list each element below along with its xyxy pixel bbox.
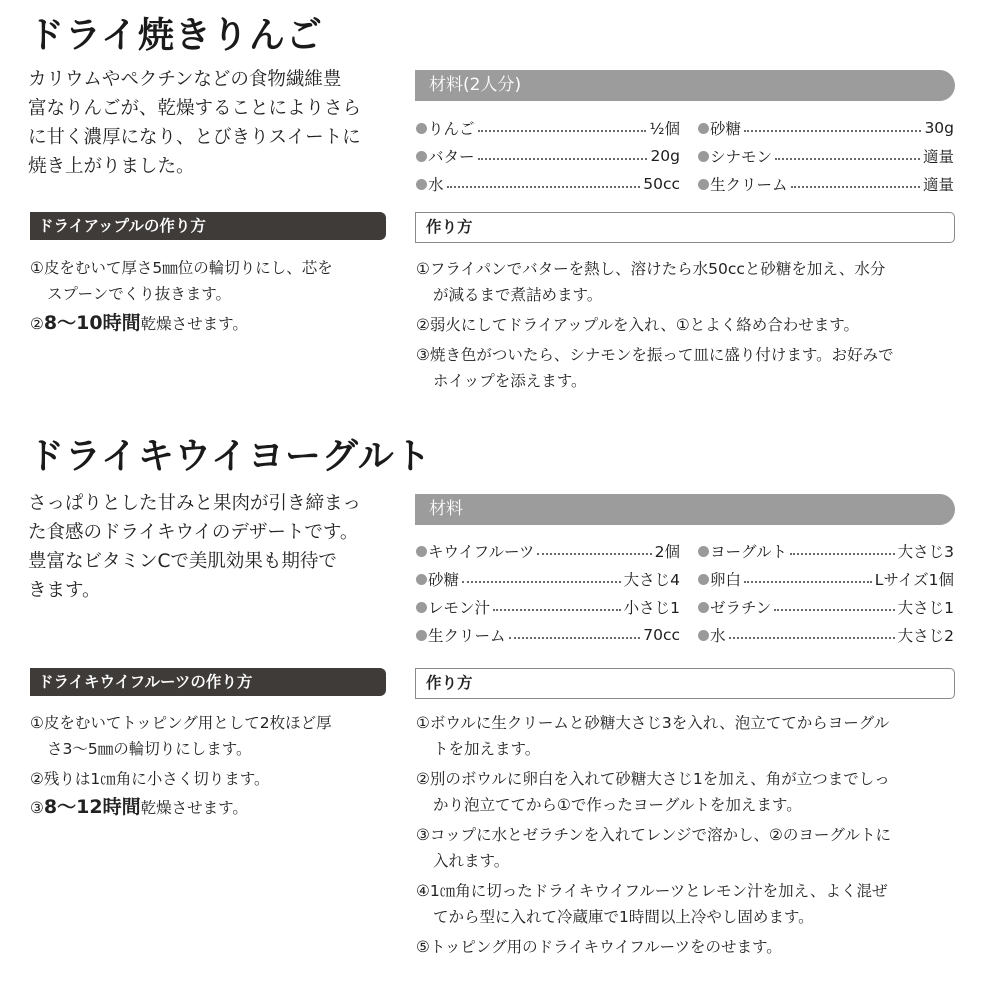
bullet-icon [698, 151, 709, 162]
leader-dots [775, 158, 920, 160]
leader-dots [462, 581, 621, 583]
ingredient-name: 水 [428, 176, 444, 194]
bullet-icon [416, 151, 427, 162]
apple-intro [28, 65, 361, 181]
kiwi-intro-line: た食感のドライキウイのデザートです。 [28, 522, 359, 543]
apple-intro-line: 富なりんごが、乾燥することによりさら [28, 98, 362, 119]
apple-dry-steps [30, 255, 333, 339]
leader-dots [537, 553, 651, 555]
leader-dots [774, 609, 894, 611]
method-step-line: ⑤トッピング用のドライキウイフルーツをのせます。 [416, 938, 782, 956]
ingredient-name: ゼラチン [710, 599, 772, 617]
ingredient-amount: ½個 [649, 120, 680, 138]
method-step-line: ③焼き色がついたら、シナモンを振って皿に盛り付けます。お好みで [416, 346, 894, 364]
kiwi-ingredients-right [698, 537, 954, 649]
kiwi-dry-step-line: ②残りは1㎝角に小さく切ります。 [30, 770, 270, 788]
kiwi-dry-step-3 [30, 792, 332, 822]
apple-intro-line: カリウムやペクチンなどの食物繊維豊 [28, 69, 342, 90]
ingredient-row [698, 537, 954, 565]
ingredient-amount: 適量 [922, 148, 954, 166]
apple-ingredients-right [698, 114, 954, 198]
kiwi-method-header: 作り方 [415, 668, 955, 699]
ingredient-amount: 大さじ4 [623, 571, 680, 589]
bullet-icon [416, 574, 427, 585]
step-text: 乾燥させます。 [140, 315, 248, 333]
ingredient-name: 卵白 [710, 571, 742, 589]
leader-dots [744, 581, 872, 583]
step-number: ② [30, 315, 44, 333]
method-step-line: ②弱火にしてドライアップルを入れ、①とよく絡め合わせます。 [416, 316, 860, 334]
ingredient-name: りんご [428, 120, 475, 138]
ingredient-name: ヨーグルト [710, 543, 788, 561]
leader-dots [447, 186, 641, 188]
ingredient-amount: 70cc [643, 626, 680, 644]
ingredient-amount: 20g [650, 147, 680, 165]
bullet-icon [698, 602, 709, 613]
ingredient-amount: 30g [924, 119, 954, 137]
apple-intro-line: に甘く濃厚になり、とびきりスイートに [28, 127, 361, 148]
kiwi-intro-line: 豊富なビタミンCで美肌効果も期待で [28, 551, 337, 572]
ingredient-row [416, 114, 680, 142]
kiwi-intro-line: さっぱりとした甘みと果肉が引き締まっ [28, 493, 362, 514]
kiwi-ingredients-left [416, 537, 680, 649]
apple-method-header: 作り方 [415, 212, 955, 243]
apple-ingredients-left [416, 114, 680, 198]
ingredient-row [698, 114, 954, 142]
apple-dry-step-line: スプーンでくり抜きます。 [47, 285, 231, 303]
ingredient-name: バター [428, 148, 475, 166]
kiwi-method-steps [416, 710, 891, 960]
ingredient-name: 砂糖 [710, 120, 742, 138]
ingredient-name: レモン汁 [428, 599, 491, 617]
ingredient-row [698, 621, 954, 649]
ingredient-amount: 大さじ1 [897, 599, 954, 617]
ingredient-row [416, 142, 680, 170]
apple-dry-step-line: ①皮をむいて厚さ5㎜位の輪切りにし、芯を [30, 259, 333, 277]
bullet-icon [698, 179, 709, 190]
step-number: ③ [30, 799, 44, 817]
ingredient-name: 水 [710, 627, 726, 645]
bullet-icon [698, 123, 709, 134]
kiwi-ingredients-header: 材料 [415, 494, 955, 525]
ingredient-row [698, 142, 954, 170]
ingredient-name: キウイフルーツ [428, 543, 535, 561]
ingredient-row [416, 565, 680, 593]
method-step-line: ①ボウルに生クリームと砂糖大さじ3を入れ、泡立ててからヨーグル [416, 714, 890, 732]
leader-dots [478, 130, 647, 132]
step-text: 乾燥させます。 [140, 799, 248, 817]
leader-dots [493, 609, 621, 611]
ingredient-row [698, 593, 954, 621]
ingredient-name: シナモン [710, 148, 773, 166]
kiwi-recipe-title: ドライキウイヨーグルト [28, 436, 432, 477]
apple-ingredients-header: 材料(2人分) [415, 70, 955, 101]
method-step-line: ①フライパンでバターを熱し、溶けたら水50ccと砂糖を加え、水分 [416, 260, 886, 278]
ingredient-name: 砂糖 [428, 571, 460, 589]
method-step-line: ホイップを添えます。 [433, 372, 587, 390]
kiwi-dry-step-line: ①皮をむいてトッピング用として2枚ほど厚 [30, 714, 332, 732]
apple-recipe-title: ドライ焼きりんご [28, 15, 323, 56]
leader-dots [509, 637, 641, 639]
ingredient-amount: Lサイズ1個 [874, 571, 954, 589]
bullet-icon [416, 123, 427, 134]
ingredient-row [698, 565, 954, 593]
bullet-icon [416, 546, 427, 557]
ingredient-amount: 小さじ1 [623, 599, 680, 617]
kiwi-intro [28, 489, 361, 605]
leader-dots [478, 158, 648, 160]
ingredient-amount: 大さじ3 [897, 543, 954, 561]
ingredient-amount: 大さじ2 [897, 627, 954, 645]
kiwi-intro-line: きます。 [28, 580, 101, 601]
ingredient-amount: 50cc [643, 175, 680, 193]
bullet-icon [698, 630, 709, 641]
leader-dots [791, 186, 920, 188]
apple-intro-line: 焼き上がりました。 [28, 156, 195, 177]
method-step-line: ③コップに水とゼラチンを入れてレンジで溶かし、②のヨーグルトに [416, 826, 891, 844]
ingredient-row [416, 621, 680, 649]
bullet-icon [698, 574, 709, 585]
bullet-icon [698, 546, 709, 557]
method-step-line: トを加えます。 [433, 740, 541, 758]
ingredient-name: 生クリーム [710, 176, 788, 194]
apple-dry-step-2 [30, 307, 333, 339]
ingredient-amount: 適量 [922, 176, 954, 194]
drying-time: 8〜10時間 [43, 312, 141, 334]
apple-method-steps [416, 256, 894, 394]
kiwi-dry-steps [30, 710, 332, 822]
method-step-line: が減るまで煮詰めます。 [433, 286, 603, 304]
bullet-icon [416, 602, 427, 613]
ingredient-row [416, 170, 680, 198]
ingredient-name: 生クリーム [428, 627, 506, 645]
ingredient-row [416, 537, 680, 565]
leader-dots [729, 637, 895, 639]
method-step-line: ④1㎝角に切ったドライキウイフルーツとレモン汁を加え、よく混ぜ [416, 882, 888, 900]
leader-dots [744, 130, 921, 132]
drying-time: 8〜12時間 [43, 796, 141, 818]
method-step-line: ②別のボウルに卵白を入れて砂糖大さじ1を加え、角が立つまでしっ [416, 770, 890, 788]
bullet-icon [416, 179, 427, 190]
ingredient-amount: 2個 [654, 543, 680, 561]
apple-dry-header: ドライアップルの作り方 [30, 212, 386, 240]
method-step-line: かり泡立ててから①で作ったヨーグルトを加えます。 [433, 796, 802, 814]
method-step-line: てから型に入れて冷蔵庫で1時間以上冷やし固めます。 [433, 908, 814, 926]
leader-dots [790, 553, 895, 555]
bullet-icon [416, 630, 427, 641]
ingredient-row [416, 593, 680, 621]
method-step-line: 入れます。 [433, 852, 510, 870]
kiwi-dry-step-line: さ3〜5㎜の輪切りにします。 [47, 740, 252, 758]
ingredient-row [698, 170, 954, 198]
kiwi-dry-header: ドライキウイフルーツの作り方 [30, 668, 386, 696]
